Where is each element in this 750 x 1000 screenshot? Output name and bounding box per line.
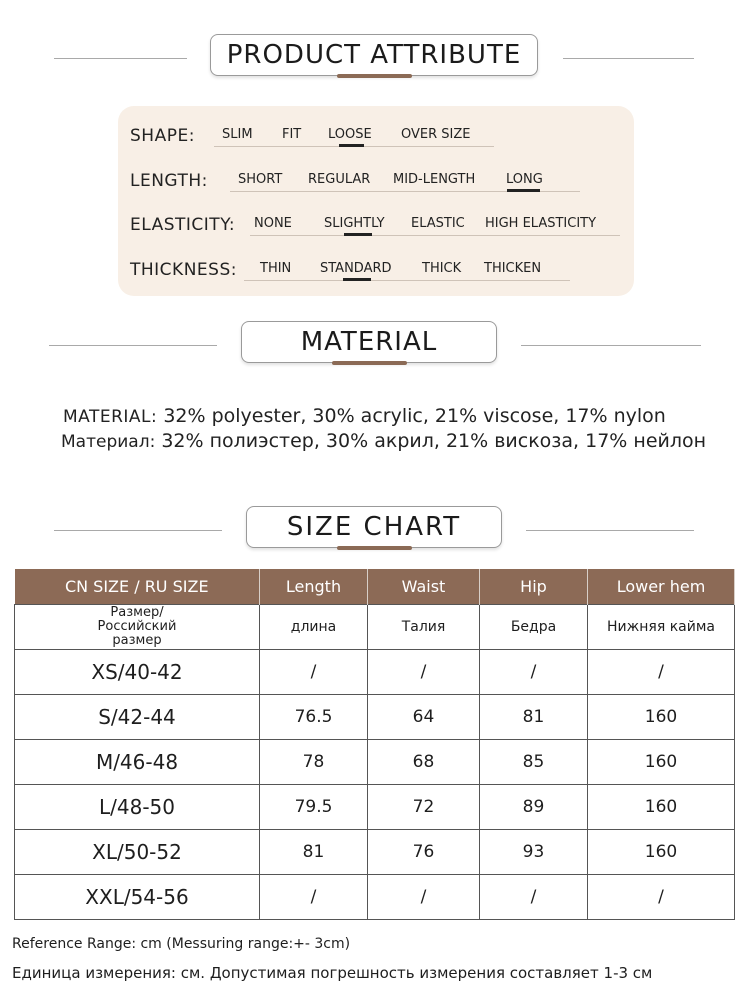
attribute-option: REGULAR (308, 172, 371, 187)
size-cell: S/42-44 (15, 694, 260, 739)
table-header-row (15, 569, 735, 604)
divider-line (54, 530, 222, 531)
column-header-ru: Талия (368, 604, 480, 649)
attribute-option-selected: STANDARD (320, 261, 392, 276)
attribute-row-thickness (118, 254, 634, 284)
table-cell: 89 (480, 784, 588, 829)
selected-underline (343, 278, 371, 281)
material-en-label: MATERIAL: (63, 407, 158, 427)
table-cell: / (260, 649, 368, 694)
size-cell: XS/40-42 (15, 649, 260, 694)
section-title: SIZE CHART (246, 506, 502, 548)
attribute-panel (118, 106, 634, 296)
reference-range-note: Reference Range: cm (Messuring range:+- 3cm) (12, 936, 351, 952)
material-ru (61, 430, 706, 452)
divider-line (54, 58, 187, 59)
size-cell: L/48-50 (15, 784, 260, 829)
column-header: Length (260, 569, 368, 604)
table-cell: / (588, 649, 735, 694)
table-row (15, 649, 735, 694)
size-cell: M/46-48 (15, 739, 260, 784)
attribute-label: ELASTICITY: (130, 215, 236, 235)
table-cell: 68 (368, 739, 480, 784)
material-ru-value: 32% полиэстер, 30% акрил, 21% вискоза, 17% нейлон (161, 430, 707, 452)
table-cell: 160 (588, 784, 735, 829)
material-en (63, 405, 666, 427)
attribute-option: SLIM (222, 127, 253, 142)
attribute-option-selected: LONG (506, 172, 543, 187)
table-cell: 72 (368, 784, 480, 829)
table-row (15, 694, 735, 739)
size-table (14, 569, 735, 920)
table-cell: 81 (260, 829, 368, 874)
table-cell: 76 (368, 829, 480, 874)
attribute-option: MID-LENGTH (393, 172, 476, 187)
table-row (15, 739, 735, 784)
table-cell: 78 (260, 739, 368, 784)
attribute-rule (250, 235, 620, 236)
column-header-ru: длина (260, 604, 368, 649)
attribute-option: SHORT (238, 172, 283, 187)
title-accent (332, 361, 407, 365)
table-subheader-row (15, 604, 735, 649)
attribute-label: THICKNESS: (130, 260, 237, 280)
size-chart-header (0, 506, 750, 556)
divider-line (49, 345, 217, 346)
attribute-option: FIT (282, 127, 302, 142)
attribute-row-length (118, 165, 634, 195)
section-title: MATERIAL (241, 321, 497, 363)
table-cell: / (480, 649, 588, 694)
attribute-option: THICKEN (484, 261, 542, 276)
table-cell: 160 (588, 694, 735, 739)
attribute-option-selected: LOOSE (328, 127, 372, 142)
table-row (15, 829, 735, 874)
attribute-option: THIN (260, 261, 292, 276)
attribute-option: THICK (422, 261, 462, 276)
divider-line (563, 58, 694, 59)
table-cell: / (368, 874, 480, 919)
table-cell: 81 (480, 694, 588, 739)
table-cell: / (368, 649, 480, 694)
selected-underline (339, 144, 364, 147)
material-ru-label: Материал: (61, 432, 156, 452)
column-header-ru: Бедра (480, 604, 588, 649)
attribute-row-elasticity (118, 209, 634, 239)
attribute-row-shape (118, 120, 634, 150)
column-header: CN SIZE / RU SIZE (15, 569, 260, 604)
column-header-ru: Размер/Российский размер (15, 604, 260, 649)
attribute-label: LENGTH: (130, 171, 208, 191)
table-cell: / (260, 874, 368, 919)
table-cell: 79.5 (260, 784, 368, 829)
table-cell: / (588, 874, 735, 919)
column-header: Lower hem (588, 569, 735, 604)
size-cell: XL/50-52 (15, 829, 260, 874)
title-accent (337, 546, 412, 550)
attribute-option: NONE (254, 216, 292, 231)
material-en-value: 32% polyester, 30% acrylic, 21% viscose, 17% nylon (163, 405, 666, 427)
selected-underline (507, 189, 540, 192)
selected-underline (344, 233, 372, 236)
column-header: Waist (368, 569, 480, 604)
column-header-ru: Нижняя кайма (588, 604, 735, 649)
table-cell: 160 (588, 829, 735, 874)
table-cell: 64 (368, 694, 480, 739)
product-attribute-header (0, 34, 750, 84)
table-row (15, 874, 735, 919)
divider-line (521, 345, 701, 346)
table-cell: 93 (480, 829, 588, 874)
table-cell: 160 (588, 739, 735, 784)
table-cell: 85 (480, 739, 588, 784)
table-row (15, 784, 735, 829)
material-header (0, 321, 750, 371)
russian-measurement-note: Единица измерения: см. Допустимая погрешность измерения составляет 1-3 см (12, 964, 653, 982)
attribute-rule (244, 280, 570, 281)
size-cell: XXL/54-56 (15, 874, 260, 919)
section-title: PRODUCT ATTRIBUTE (210, 34, 538, 76)
attribute-option: ELASTIC (411, 216, 465, 231)
divider-line (526, 530, 694, 531)
table-cell: / (480, 874, 588, 919)
attribute-option: OVER SIZE (401, 127, 471, 142)
column-header: Hip (480, 569, 588, 604)
table-cell: 76.5 (260, 694, 368, 739)
title-accent (337, 74, 412, 78)
attribute-label: SHAPE: (130, 126, 195, 146)
attribute-option: HIGH ELASTICITY (485, 216, 597, 231)
attribute-option-selected: SLIGHTLY (324, 216, 385, 231)
